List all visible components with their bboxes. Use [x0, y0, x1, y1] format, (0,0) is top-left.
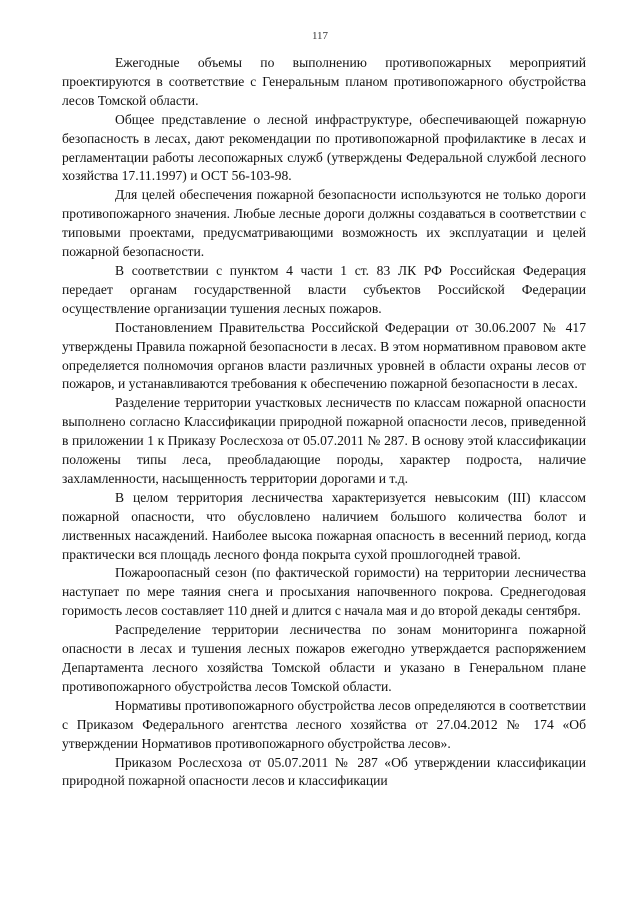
paragraph-9: Распределение территории лесничества по зонам мониторинга пожарной опасности в лесах и тушения лесных пожаров ежегодно утверждается распоряжением Департамента лесного хозяйства Томской области и указано в Генеральном плане противопожарного обустройства лесов Томской области.: [62, 622, 586, 694]
paragraph-4: В соответствии с пунктом 4 части 1 ст. 83 ЛК РФ Российская Федерация передает органам государственной власти субъектов Российской Федерации осуществление организации тушения лесных пожаров.: [62, 262, 586, 316]
paragraph-11: Приказом Рослесхоза от 05.07.2011 № 287 «Об утверждении классификации природной пожарной опасности лесов и классификации: [62, 754, 586, 789]
paragraph-5: Постановлением Правительства Российской Федерации от 30.06.2007 № 417 утверждены Правила пожарной безопасности в лесах. В этом нормативном правовом акте определяется полномочия органов власти различных уровней в области охраны лесов от пожаров, и устанавливаются требования к обеспечению пожарной безопасности в лесах.: [62, 319, 586, 392]
paragraph-6: Разделение территории участковых лесничеств по классам пожарной опасности выполнено согласно Классификации природной пожарной опасности лесов, приведенной в приложении 1 к Приказу Рослесхоза от 05.07.2011 № 287. В основу этой классификации положены типы леса, преобладающие породы, характер подроста, наличие захламленности, насыщенность территории дорогами и т.д.: [62, 395, 586, 486]
paragraph-3: Для целей обеспечения пожарной безопасности используются не только дороги противопожарного значения. Любые лесные дороги должны создаваться в соответствии с типовыми проектами, предусматривающими возможность их эксплуатации и целей пожарной безопасности.: [62, 187, 586, 260]
paragraph-2: Общее представление о лесной инфраструктуре, обеспечивающей пожарную безопасность в лесах, дают рекомендации по противопожарной профилактике в лесах и регламентации работы лесопожарных служб (утверждены Федеральной службой лесного хозяйства 17.11.1997) и ОСТ 56-103-98.: [62, 111, 586, 184]
paragraph-8: Пожароопасный сезон (по фактической горимости) на территории лесничества наступает по мере таяния снега и просыхания напочвенного покрова. Среднегодовая горимость лесов составляет 110 дней и длится с начала мая и до второй декады сентября.: [62, 565, 586, 619]
paragraph-7: В целом территория лесничества характеризуется невысоким (III) классом пожарной опасности, что обусловлено наличием большого количества болот и лиственных насаждений. Наиболее высока пожарная опасность в весенний период, когда практически вся площадь лесного фонда покрыта сухой прошлогодней травой.: [62, 489, 586, 562]
body-text: [62, 54, 586, 791]
paragraph-10: Нормативы противопожарного обустройства лесов определяются в соответствии с Приказом Федерального агентства лесного хозяйства от 27.04.2012 № 174 «Об утверждении Нормативов противопожарного обустройства лесов».: [62, 697, 586, 751]
page-number: 117: [311, 30, 329, 42]
paragraph-1: Ежегодные объемы по выполнению противопожарных мероприятий проектируются в соответствие с Генеральным планом противопожарного обустройства лесов Томской области.: [62, 55, 586, 108]
